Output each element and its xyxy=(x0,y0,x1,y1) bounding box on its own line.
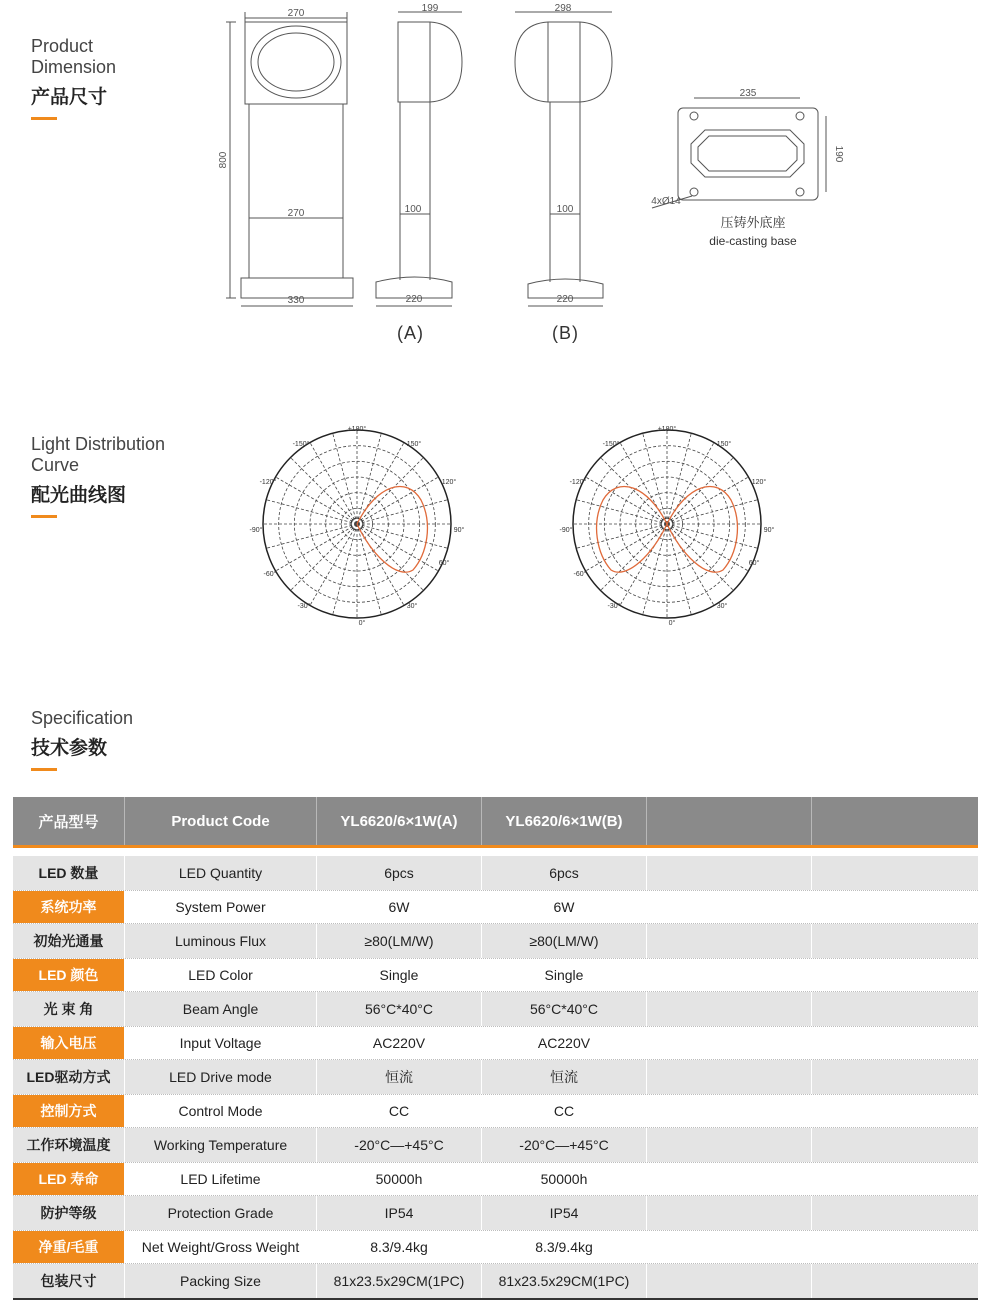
polar-angle-label: -120° xyxy=(259,479,277,486)
section-spec-en: Specification xyxy=(31,708,134,728)
cell-empty xyxy=(812,891,978,923)
cell-value-a: ≥80(LM/W) xyxy=(317,924,482,958)
base-width-label: 235 xyxy=(739,88,757,99)
spec-table-header xyxy=(13,797,978,845)
polar-angle-label: -120° xyxy=(569,479,587,486)
polar-angle-label: 120° xyxy=(441,479,457,486)
polar-angle-label: 60° xyxy=(438,560,450,567)
cell-param-en: Beam Angle xyxy=(125,992,317,1026)
cell-empty xyxy=(812,1027,978,1059)
cell-value-b: 6W xyxy=(482,891,647,923)
cell-value-a: IP54 xyxy=(317,1196,482,1230)
table-row xyxy=(13,1264,978,1298)
cell-value-a: 81x23.5x29CM(1PC) xyxy=(317,1264,482,1298)
base-holes-label: 4xØ14 xyxy=(651,196,681,207)
cell-empty xyxy=(647,1060,812,1094)
table-row xyxy=(13,1094,978,1128)
base-plate-view xyxy=(652,98,826,208)
polar-angle-label: 90° xyxy=(453,527,465,534)
polar-spoke xyxy=(276,477,357,524)
cell-empty xyxy=(647,924,812,958)
polar-angle-label: -90° xyxy=(249,527,263,534)
section-light-heading xyxy=(31,434,165,518)
cell-param-zh: 控制方式 xyxy=(13,1095,125,1127)
section-spec-heading xyxy=(31,708,133,771)
polar-angle-label: -90° xyxy=(559,527,573,534)
polar-spoke xyxy=(667,524,733,590)
table-row xyxy=(13,856,978,890)
cell-param-zh: 净重/毛重 xyxy=(13,1231,125,1263)
cell-empty xyxy=(647,856,812,890)
accent-bar xyxy=(31,515,57,518)
polar-spoke xyxy=(276,524,357,571)
cell-value-b: 6pcs xyxy=(482,856,647,890)
caption-b: (B) xyxy=(552,323,579,343)
table-row xyxy=(13,992,978,1026)
cell-param-zh: 初始光通量 xyxy=(13,924,125,958)
polar-angle-label: 0° xyxy=(358,620,366,627)
cell-empty xyxy=(812,1196,978,1230)
header-product-code: Product Code xyxy=(125,797,317,845)
table-row xyxy=(13,1026,978,1060)
side-view-b xyxy=(515,12,612,306)
light-curve-left xyxy=(597,487,667,573)
cell-value-b: 恒流 xyxy=(482,1060,647,1094)
cell-empty xyxy=(647,1027,812,1059)
cell-empty xyxy=(812,856,978,890)
cell-value-b: 8.3/9.4kg xyxy=(482,1231,647,1263)
cell-param-en: LED Lifetime xyxy=(125,1163,317,1195)
cell-param-zh: 光 束 角 xyxy=(13,992,125,1026)
cell-value-a: 8.3/9.4kg xyxy=(317,1231,482,1263)
cell-value-b: CC xyxy=(482,1095,647,1127)
cell-value-a: 恒流 xyxy=(317,1060,482,1094)
cell-empty xyxy=(812,1060,978,1094)
cell-param-zh: 系统功率 xyxy=(13,891,125,923)
cell-param-zh: LED 数量 xyxy=(13,856,125,890)
polar-spoke xyxy=(601,524,667,590)
cell-empty xyxy=(647,1196,812,1230)
side-a-pole-width-label: 100 xyxy=(404,204,422,215)
polar-angle-label: 150° xyxy=(716,441,732,448)
cell-value-a: -20°C—+45°C xyxy=(317,1128,482,1162)
cell-param-en: Luminous Flux xyxy=(125,924,317,958)
light-curve-right xyxy=(667,487,737,573)
polar-spoke xyxy=(310,443,357,524)
cell-empty xyxy=(647,1128,812,1162)
polar-angle-label: -30° xyxy=(297,603,311,610)
table-row xyxy=(13,1230,978,1264)
polar-angle-label: -150° xyxy=(602,441,620,448)
cell-param-en: LED Drive mode xyxy=(125,1060,317,1094)
header-model-zh: 产品型号 xyxy=(13,797,125,845)
polar-angle-label: 0° xyxy=(668,620,676,627)
polar-angle-label: 90° xyxy=(763,527,775,534)
cell-value-b: AC220V xyxy=(482,1027,647,1059)
cell-empty xyxy=(812,924,978,958)
front-top-width-label: 270 xyxy=(287,8,305,19)
polar-spoke xyxy=(266,524,357,548)
polar-angle-label: -60° xyxy=(263,571,277,578)
cell-value-a: 6W xyxy=(317,891,482,923)
polar-spoke xyxy=(667,524,748,571)
cell-value-b: 50000h xyxy=(482,1163,647,1195)
cell-param-en: Working Temperature xyxy=(125,1128,317,1162)
table-row xyxy=(13,924,978,958)
header-model-a: YL6620/6×1W(A) xyxy=(317,797,482,845)
cell-value-b: IP54 xyxy=(482,1196,647,1230)
polar-angle-label: -60° xyxy=(573,571,587,578)
front-base-width-label: 330 xyxy=(287,295,305,306)
section-light-en-line2: Curve xyxy=(31,455,80,475)
base-caption-zh: 压铸外底座 xyxy=(720,215,786,230)
cell-empty xyxy=(647,992,812,1026)
cell-param-en: LED Quantity xyxy=(125,856,317,890)
side-a-top-width-label: 199 xyxy=(421,3,439,14)
table-bottom-rule xyxy=(13,1298,978,1300)
cell-value-b: 81x23.5x29CM(1PC) xyxy=(482,1264,647,1298)
polar-angle-label: 30° xyxy=(716,603,728,610)
cell-empty xyxy=(647,1163,812,1195)
header-empty-1 xyxy=(647,797,812,845)
side-a-base-width-label: 220 xyxy=(405,294,423,305)
table-row xyxy=(13,890,978,924)
polar-angle-label: 30° xyxy=(406,603,418,610)
table-row xyxy=(13,1196,978,1230)
cell-param-zh: 工作环境温度 xyxy=(13,1128,125,1162)
front-mid-width-label: 270 xyxy=(287,208,305,219)
polar-chart-b xyxy=(556,420,778,632)
polar-spoke xyxy=(357,524,423,590)
cell-value-b: -20°C—+45°C xyxy=(482,1128,647,1162)
polar-angle-label: -30° xyxy=(607,603,621,610)
section-dimension-zh: 产品尺寸 xyxy=(31,87,108,108)
polar-spoke xyxy=(357,524,438,571)
cell-value-b: ≥80(LM/W) xyxy=(482,924,647,958)
accent-bar xyxy=(31,768,57,771)
cell-empty xyxy=(812,1095,978,1127)
polar-spoke xyxy=(291,524,357,590)
section-light-en-line1: Light Distribution xyxy=(31,434,166,454)
spec-table-body xyxy=(13,856,978,1298)
cell-value-a: 50000h xyxy=(317,1163,482,1195)
polar-chart-a xyxy=(246,420,468,632)
section-spec-zh: 技术参数 xyxy=(31,738,108,759)
cell-param-zh: 输入电压 xyxy=(13,1027,125,1059)
cell-value-a: AC220V xyxy=(317,1027,482,1059)
polar-angle-label: -150° xyxy=(292,441,310,448)
table-row xyxy=(13,1060,978,1094)
base-caption-en: die-casting base xyxy=(709,234,797,248)
table-row xyxy=(13,1128,978,1162)
section-light-zh: 配光曲线图 xyxy=(31,485,127,506)
polar-angle-label: ±180° xyxy=(657,426,677,433)
cell-empty xyxy=(812,1128,978,1162)
polar-angle-label: ±180° xyxy=(347,426,367,433)
cell-value-a: CC xyxy=(317,1095,482,1127)
side-b-base-width-label: 220 xyxy=(556,294,574,305)
polar-angle-label: 60° xyxy=(748,560,760,567)
section-dimension-en-line1: Product xyxy=(31,36,94,56)
cell-param-zh: 防护等级 xyxy=(13,1196,125,1230)
cell-value-b: Single xyxy=(482,959,647,991)
cell-param-en: LED Color xyxy=(125,959,317,991)
cell-empty xyxy=(812,992,978,1026)
side-b-pole-width-label: 100 xyxy=(556,204,574,215)
cell-empty xyxy=(812,1231,978,1263)
header-model-b: YL6620/6×1W(B) xyxy=(482,797,647,845)
cell-empty xyxy=(812,1264,978,1298)
caption-a: (A) xyxy=(397,323,424,343)
side-view-a xyxy=(376,12,462,306)
polar-spoke xyxy=(586,524,667,571)
dimension-drawing xyxy=(0,0,1000,320)
cell-param-en: Protection Grade xyxy=(125,1196,317,1230)
base-height-label: 190 xyxy=(833,145,844,163)
cell-empty xyxy=(647,1231,812,1263)
polar-angle-label: 150° xyxy=(406,441,422,448)
spec-table xyxy=(13,797,978,1300)
cell-param-zh: LED 寿命 xyxy=(13,1163,125,1195)
front-view xyxy=(226,12,353,306)
cell-empty xyxy=(647,959,812,991)
polar-spoke xyxy=(576,524,667,548)
cell-empty xyxy=(647,891,812,923)
cell-value-b: 56°C*40°C xyxy=(482,992,647,1026)
header-empty-2 xyxy=(812,797,978,845)
cell-param-en: Input Voltage xyxy=(125,1027,317,1059)
base-caption xyxy=(690,212,816,248)
cell-param-en: Packing Size xyxy=(125,1264,317,1298)
cell-param-en: Net Weight/Gross Weight xyxy=(125,1231,317,1263)
cell-empty xyxy=(647,1264,812,1298)
table-row xyxy=(13,1162,978,1196)
cell-param-zh: 包装尺寸 xyxy=(13,1264,125,1298)
cell-param-en: System Power xyxy=(125,891,317,923)
cell-param-zh: LED驱动方式 xyxy=(13,1060,125,1094)
light-curve-right xyxy=(357,487,427,573)
cell-value-a: Single xyxy=(317,959,482,991)
cell-value-a: 6pcs xyxy=(317,856,482,890)
side-b-top-width-label: 298 xyxy=(554,3,572,14)
cell-value-a: 56°C*40°C xyxy=(317,992,482,1026)
section-dimension-en-line2: Dimension xyxy=(31,57,117,77)
front-height-label: 800 xyxy=(218,151,229,169)
cell-empty xyxy=(812,959,978,991)
table-row xyxy=(13,958,978,992)
polar-angle-label: 120° xyxy=(751,479,767,486)
cell-empty xyxy=(647,1095,812,1127)
polar-spoke xyxy=(310,524,357,605)
cell-param-en: Control Mode xyxy=(125,1095,317,1127)
cell-param-zh: LED 颜色 xyxy=(13,959,125,991)
polar-spoke xyxy=(291,458,357,524)
cell-empty xyxy=(812,1163,978,1195)
